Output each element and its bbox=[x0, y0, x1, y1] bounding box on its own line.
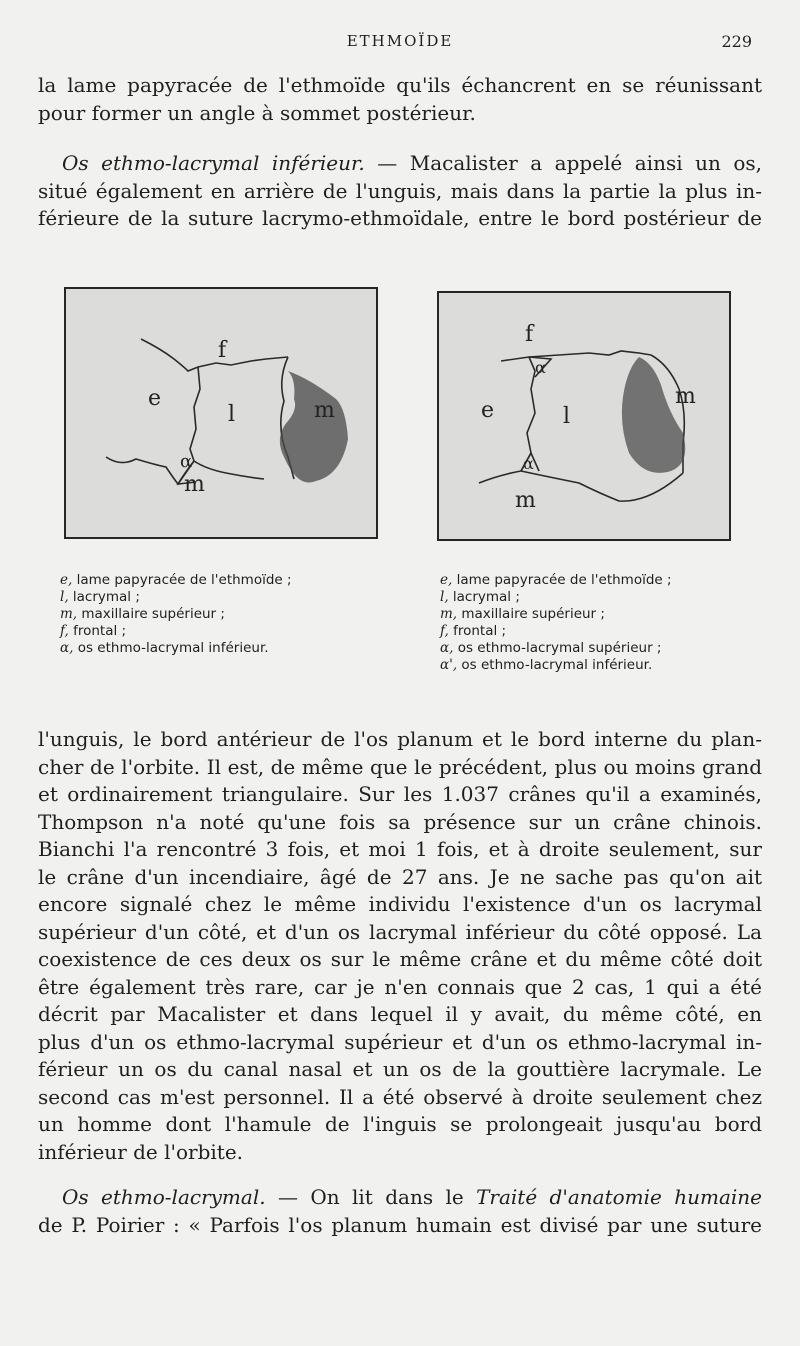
label-m-right: m bbox=[314, 398, 335, 423]
text-line: le crâne d'un incendiaire, âgé de 27 ans. Je ne sache pas qu'on ait bbox=[38, 864, 762, 889]
caption-line: m, maxillaire supérieur ; bbox=[440, 606, 605, 622]
section-heading: Os ethmo-lacrymal. bbox=[62, 1185, 266, 1209]
caption-left bbox=[60, 572, 292, 657]
text-line: inférieur de l'orbite. bbox=[38, 1139, 244, 1164]
label-f: f bbox=[218, 338, 227, 363]
text-line: Bianchi l'a rencontré 3 fois, et moi 1 fois, et à droite seulement, sur bbox=[38, 837, 762, 861]
figure-right-drawing bbox=[439, 293, 729, 539]
caption-line: l, lacrymal ; bbox=[60, 589, 140, 605]
suture-line bbox=[141, 339, 288, 371]
text-line bbox=[38, 1184, 762, 1212]
text-line: de P. Poirier : « Parfois l'os planum humain est divisé par une suture bbox=[38, 1212, 762, 1237]
paragraph-3 bbox=[38, 726, 762, 1166]
text-line: être également très rare, car je n'en connais que 2 cas, 1 qui a été bbox=[38, 974, 762, 999]
label-m-bottom: m bbox=[515, 488, 536, 513]
text-line: second cas m'est personnel. Il a été observé à droite seulement chez bbox=[38, 1084, 762, 1109]
text-line: décrit par Macalister et dans lequel il y avait, du même côté, en bbox=[38, 1002, 762, 1026]
caption-line: α', os ethmo-lacrymal inférieur. bbox=[440, 657, 653, 673]
caption-line: α, os ethmo-lacrymal inférieur. bbox=[60, 640, 269, 656]
label-alpha: α bbox=[180, 451, 193, 472]
figure-left-drawing bbox=[66, 289, 376, 537]
running-title: ETHMOÏDE bbox=[346, 32, 454, 50]
caption-line: l, lacrymal ; bbox=[440, 589, 520, 605]
suture-line bbox=[479, 471, 683, 501]
page-number: 229 bbox=[721, 32, 752, 51]
label-alpha-top: α bbox=[535, 358, 546, 377]
text-run: — Macalister a appelé ainsi un os, bbox=[364, 151, 763, 175]
label-m-bottom: m bbox=[184, 472, 205, 497]
label-l: l bbox=[228, 402, 236, 427]
text-line: encore signalé chez le même individu l'existence d'un os lacrymal bbox=[38, 892, 762, 916]
text-line: un homme dont l'hamule de l'inguis se prolongeait jusqu'au bord bbox=[38, 1112, 762, 1136]
caption-line: f, frontal ; bbox=[440, 623, 507, 639]
paragraph-2 bbox=[38, 150, 762, 233]
label-m-right: m bbox=[675, 384, 696, 409]
text-line: situé également en arrière de l'unguis, mais dans la partie la plus in- bbox=[38, 178, 762, 203]
figure-left bbox=[64, 287, 378, 539]
section-heading: Os ethmo-lacrymal inférieur. bbox=[62, 151, 365, 175]
label-l: l bbox=[563, 404, 571, 429]
text-line: l'unguis, le bord antérieur de l'os planum et le bord interne du plan- bbox=[38, 727, 762, 751]
text-run: — On lit dans le bbox=[265, 1185, 477, 1209]
text-line: férieur un os du canal nasal et un os de la gouttière lacrymale. Le bbox=[38, 1057, 762, 1081]
label-alpha-bottom: α bbox=[523, 454, 534, 473]
paragraph-1 bbox=[38, 72, 762, 127]
label-f: f bbox=[525, 322, 534, 347]
text-line bbox=[38, 150, 762, 178]
maxillary-shading bbox=[622, 357, 685, 473]
caption-line: m, maxillaire supérieur ; bbox=[60, 606, 225, 622]
suture-line bbox=[501, 351, 651, 361]
suture-line bbox=[190, 367, 200, 461]
caption-line: e, lame papyracée de l'ethmoïde ; bbox=[440, 572, 672, 588]
book-title: Traité d'anatomie humaine bbox=[476, 1185, 762, 1209]
text-line: Thompson n'a noté qu'une fois sa présence sur un crâne chinois. bbox=[38, 809, 762, 834]
text-line: pour former un angle à sommet postérieur. bbox=[38, 100, 476, 125]
text-line: la lame papyracée de l'ethmoïde qu'ils échancrent en se réunissant bbox=[38, 73, 762, 97]
caption-line: f, frontal ; bbox=[60, 623, 127, 639]
text-line: coexistence de ces deux os sur le même crâne et du même côté doit bbox=[38, 947, 762, 971]
text-line: plus d'un os ethmo-lacrymal supérieur et d'un os ethmo-lacrymal in- bbox=[38, 1029, 762, 1054]
text-line: cher de l'orbite. Il est, de même que le précédent, plus ou moins grand bbox=[38, 754, 762, 779]
caption-line: e, lame papyracée de l'ethmoïde ; bbox=[60, 572, 292, 588]
text-line: férieure de la suture lacrymo-ethmoïdale, entre le bord postérieur de bbox=[38, 206, 762, 230]
text-line: supérieur d'un côté, et d'un os lacrymal inférieur du côté opposé. La bbox=[38, 919, 762, 944]
caption-line: α, os ethmo-lacrymal supérieur ; bbox=[440, 640, 662, 656]
label-e: e bbox=[481, 398, 495, 423]
running-head bbox=[0, 30, 800, 54]
label-e: e bbox=[148, 386, 162, 411]
paragraph-4 bbox=[38, 1184, 762, 1239]
caption-right bbox=[440, 572, 672, 674]
figure-right bbox=[437, 291, 731, 541]
text-line: et ordinairement triangulaire. Sur les 1.037 crânes qu'il a examinés, bbox=[38, 782, 762, 806]
maxillary-shading bbox=[280, 371, 348, 483]
